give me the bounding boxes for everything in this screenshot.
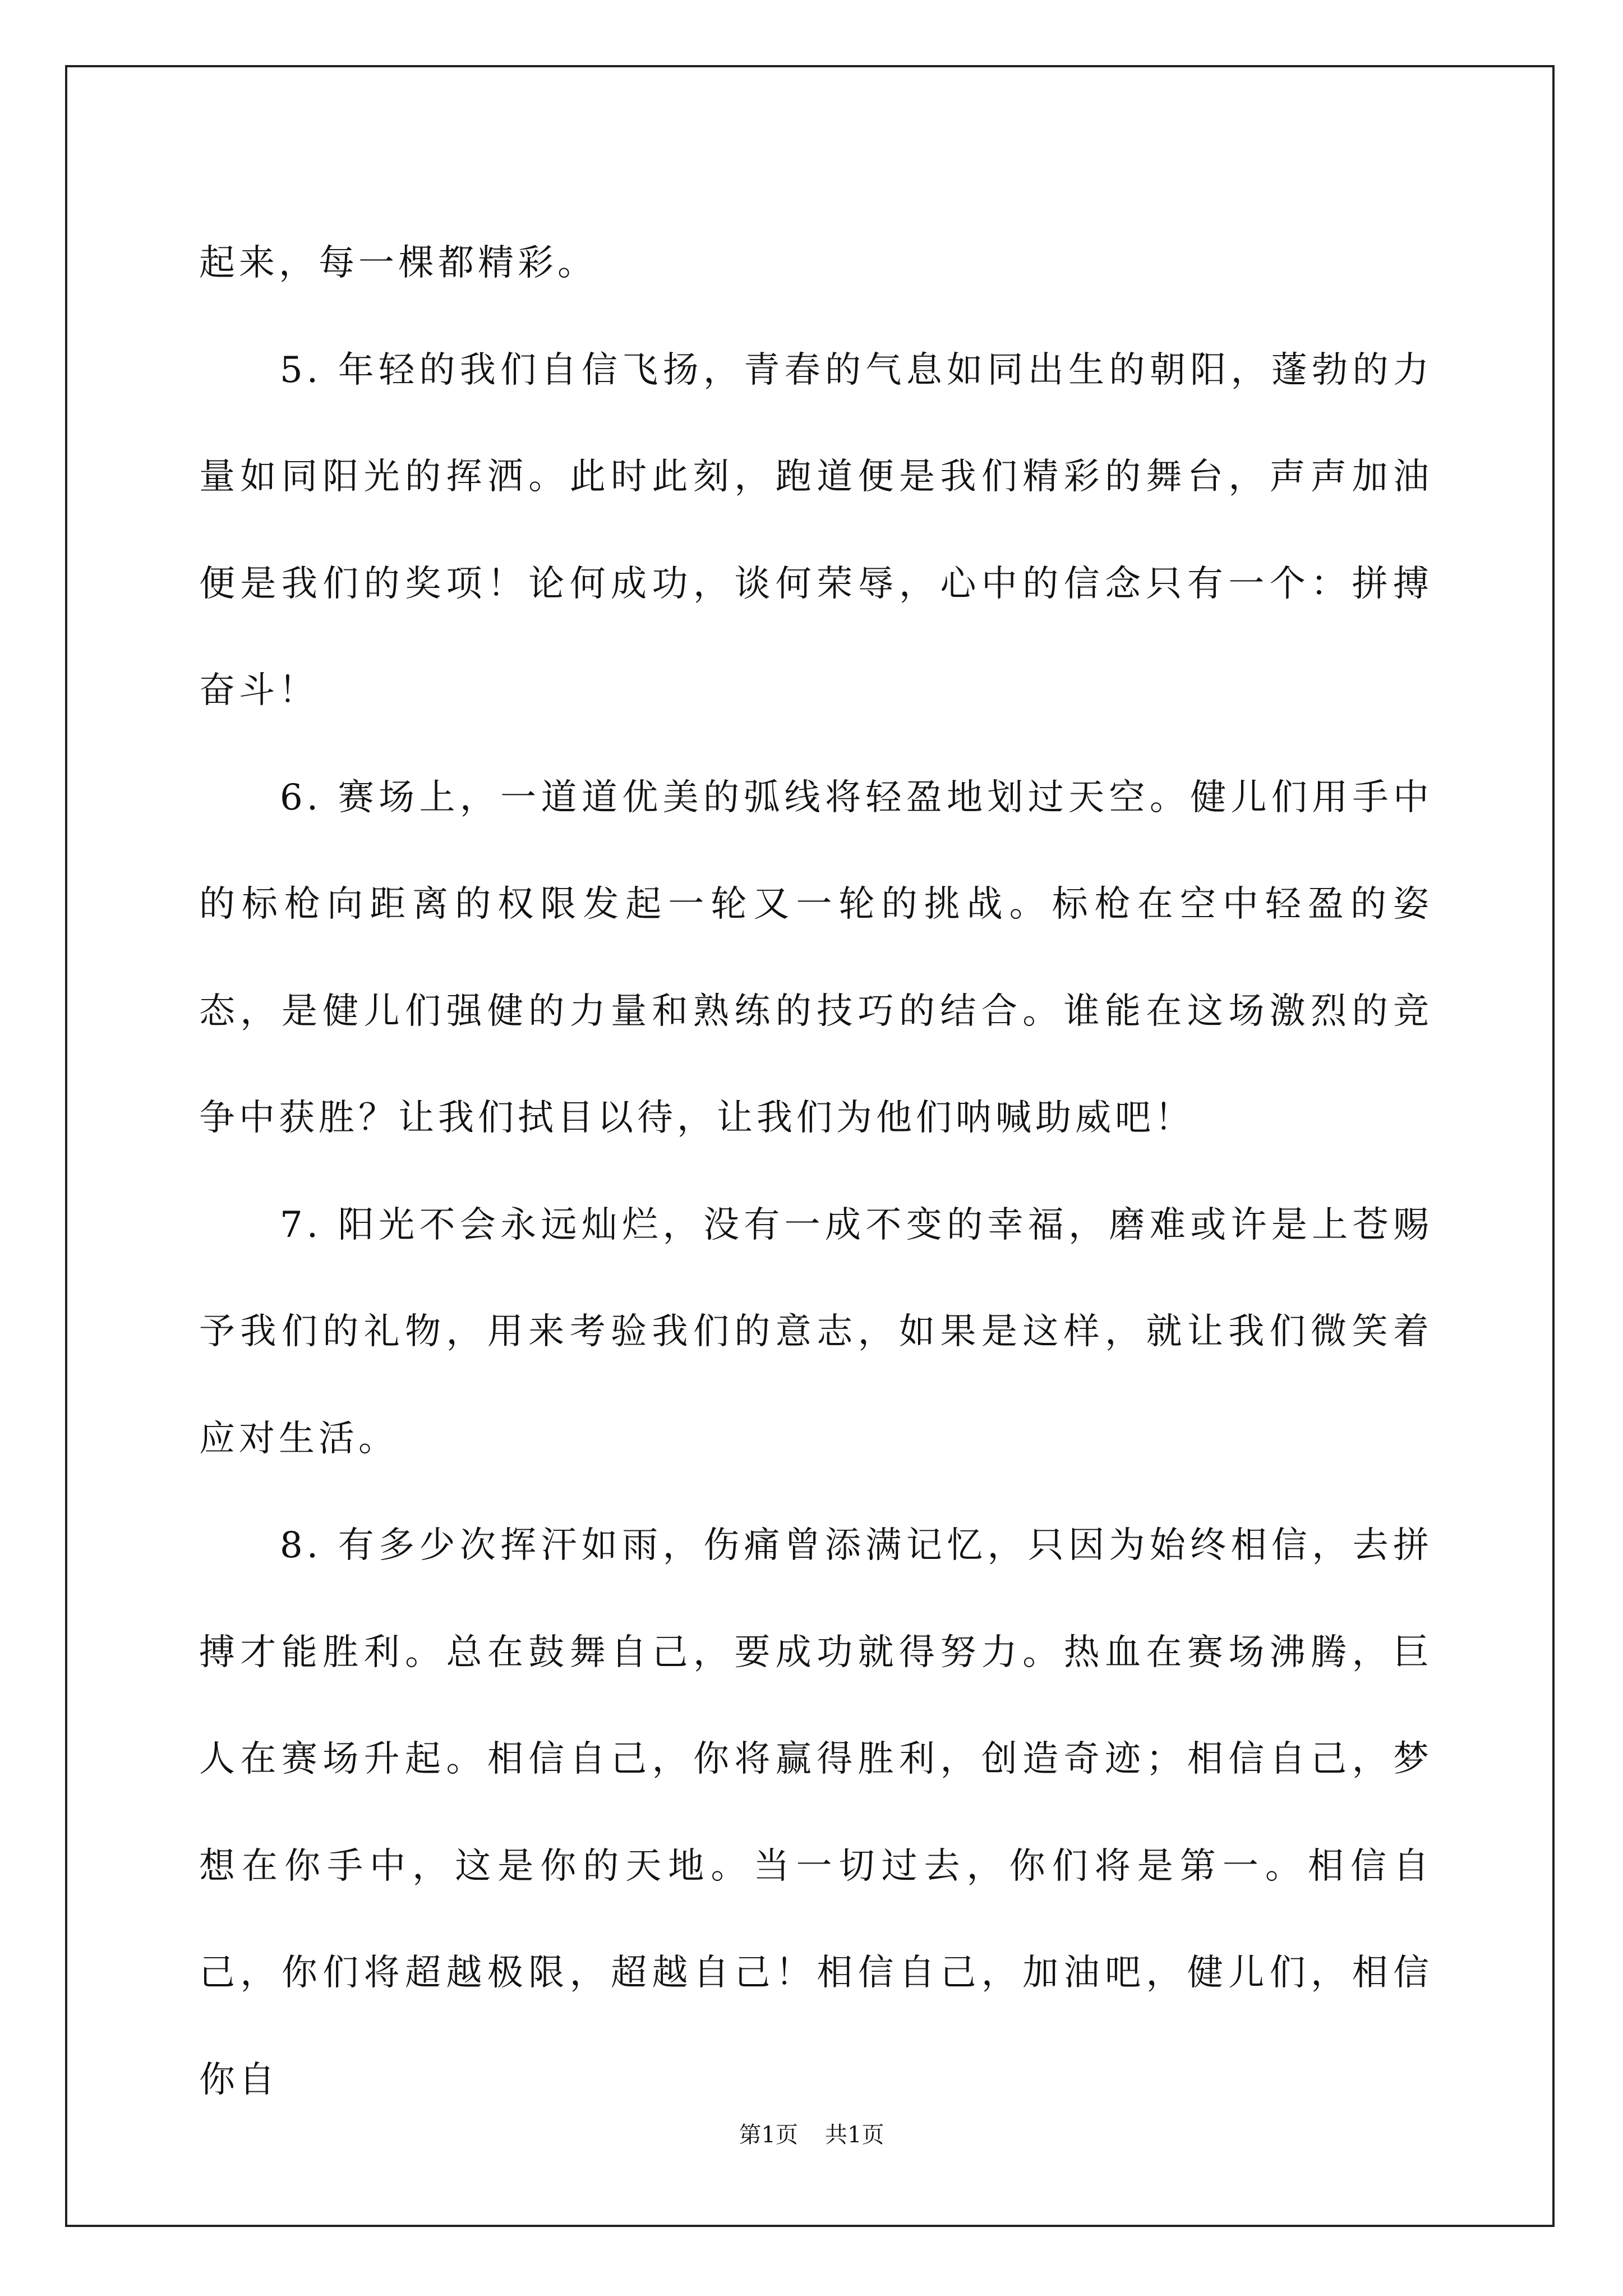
page-number: 第1页 — [739, 2122, 798, 2148]
document-body — [199, 210, 1433, 2133]
paragraph: 5. 年轻的我们自信飞扬，青春的气息如同出生的朝阳，蓬勃的力量如同阳光的挥洒。此时此刻，跑道便是我们精彩的舞台，声声加油便是我们的奖项！论何成功，谈何荣辱，心中的信念只有一个：拼搏奋斗！ — [199, 349, 1433, 711]
page-total: 共1页 — [825, 2122, 884, 2148]
paragraph: 起来，每一棵都精彩。 — [199, 242, 597, 284]
paragraph: 6. 赛场上，一道道优美的弧线将轻盈地划过天空。健儿们用手中的标枪向距离的权限发起一轮又一轮的挑战。标枪在空中轻盈的姿态，是健儿们强健的力量和熟练的技巧的结合。谁能在这场激烈的竞争中获胜？让我们拭目以待，让我们为他们呐喊助威吧！ — [199, 776, 1433, 1139]
paragraph: 8. 有多少次挥汗如雨，伤痛曾添满记忆，只因为始终相信，去拼搏才能胜利。总在鼓舞自己，要成功就得努力。热血在赛场沸腾，巨人在赛场升起。相信自己，你将赢得胜利，创造奇迹；相信自己，梦想在你手中，这是你的天地。当一切过去，你们将是第一。相信自己，你们将超越极限，超越自己！相信自己，加油吧，健儿们，相信你自 — [199, 1525, 1433, 2101]
page-footer — [0, 2119, 1623, 2151]
paragraph: 7. 阳光不会永远灿烂，没有一成不变的幸福，磨难或许是上苍赐予我们的礼物，用来考验我们的意志，如果是这样，就让我们微笑着应对生活。 — [199, 1204, 1433, 1460]
